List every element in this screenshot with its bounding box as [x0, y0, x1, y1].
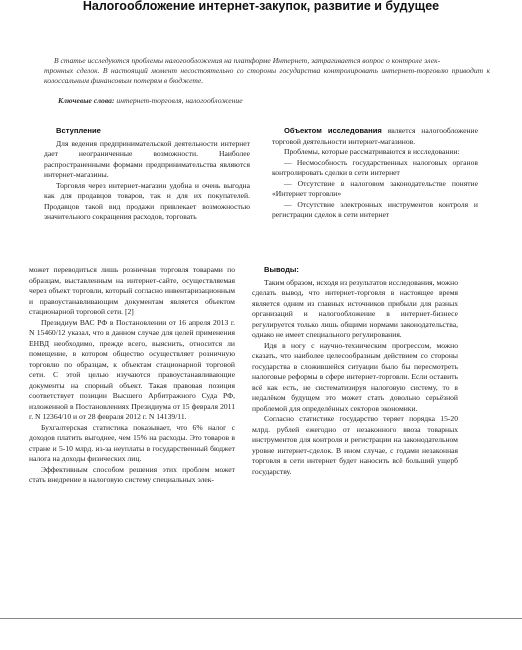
- column-object: [272, 126, 478, 221]
- paragraph: Проблемы, которые рассматриваются в исследовании:: [284, 147, 460, 156]
- object-lead: Объектом исследования: [284, 126, 382, 135]
- article-title: Налогообложение интернет-закупок, развитие и будущее: [82, 0, 440, 13]
- section-heading-introduction: Вступление: [56, 126, 101, 135]
- abstract-line-2: тронных сделок. В настоящий момент несостоятельно со стороны государства контролировать интернет-торговлю: [44, 66, 449, 76]
- section-heading-conclusions: Выводы:: [264, 265, 299, 274]
- abstract-line-3: приводит к колоссальным финансовым потерям в бюджете.: [44, 66, 491, 86]
- object-text: является налогообложение торговой деятельности интернет-магазинов.: [272, 126, 478, 146]
- keywords-text: интернет-торговля, налогообложение: [114, 96, 243, 105]
- paragraph: Бухгалтерская статистика показывает, что 6% налог с доходов платить выгоднее, чем 15% на расходы. Это товаров в стране и 5-10 млрд. из-за неуплаты в государственный бюджет налога на доходы физических лиц.: [29, 422, 235, 463]
- column-introduction: [44, 126, 250, 223]
- list-item: — Отсутствие электронных инструментов контроля и регистрации сделок в сети интернет: [272, 199, 478, 219]
- list-item: — Несмособность государственных налоговых органов контролировать сделки в сети интернет: [272, 157, 478, 177]
- paragraph: Торговля через интернет-магазин удобна и очень выгодна как для продавцов товаров, так и для их покупателей. Продавцов такой вид продажи привлекает возможностью значительного сокращения расходов, торговать: [44, 180, 250, 221]
- paragraph: Согласно статистике государство теряет порядка 15-20 млрд. рублей ежегодно от незаконного ввоза товарных инструментов для контроля и регистрации на законодательном уровне интернет-сделок. В ином случае, с годами незаконная торговля в сети интернет будет наносить всё больший ущерб государству.: [252, 414, 458, 476]
- keywords-label: Ключевые слова:: [58, 96, 115, 105]
- paragraph: Идя в ногу с научно-техническим прогрессом, можно сказать, что наиболее целесообразным действием со стороны государства в сложившейся ситуации было бы пересмотреть налоговые реформы в сфере интернет-торговли. Если оставить всё как есть, не систематизируя налоговую систему, то в недалёком будущем это может стать довольно серьёзной проблемой для определённых секторов экономики.: [252, 340, 458, 413]
- paragraph: может переводиться лишь розничная торговля товарами по образцам, выставленным на интернет-сайте, осуществляемая через объект торговли, который согласно инвентаризационным и правоустанавливающим документам является объектом стационарной торговой сети. [2]: [29, 265, 235, 316]
- footer-rule: [0, 618, 522, 619]
- list-item: — Отсутствие в налоговом законодательстве понятие «Интернет торговли»: [272, 178, 478, 198]
- paragraph: Эффективным способом решения этих проблем может стать внедрение в налоговую систему специальных элек-: [29, 464, 235, 484]
- paragraph: Для ведения предпринимательской деятельности интернет дает неограниченные возможности. Наиболее распространенными формами предпринимательства являются интернет-магазины.: [44, 138, 250, 179]
- paragraph: [272, 126, 478, 147]
- column-body: [29, 265, 235, 486]
- abstract-line-1: В статье исследуются проблемы налогообложения на платформе Интернет, затрагивается вопрос о контроле элек-: [54, 56, 441, 65]
- paragraph: Таким образом, исходя из результатов исследования, можно сделать вывод, что интернет-торговля в настоящее время является одним из главных источников прибыли для разных организаций и налогообложение в интернет-бизнесе регулируется только лишь общими нормами законодательства, однако не имеет специального регулирования.: [252, 277, 458, 339]
- abstract: [44, 56, 490, 87]
- keywords: [58, 96, 490, 106]
- paragraph: Президиум ВАС РФ в Постановлении от 16 апреля 2013 г. N 15460/12 указал, что в данном случае для целей применения ЕНВД необходимо, прежде всего, выяснить, относится ли помещение, в котором общество осуществляет розничную торговлю по образцам, к объектам стационарной торговой сети. С этой целью изучаются правоустанавливающие документы на спорный объект. Такая правовая позиция соответствует позиции Высшего Арбитражного Суда РФ, изложенной в Постановлениях Президиума от 15 февраля 2011 г. N 12364/10 и от 28 февраля 2012 г. N 14139/11.: [29, 317, 235, 421]
- column-conclusions: [252, 265, 458, 477]
